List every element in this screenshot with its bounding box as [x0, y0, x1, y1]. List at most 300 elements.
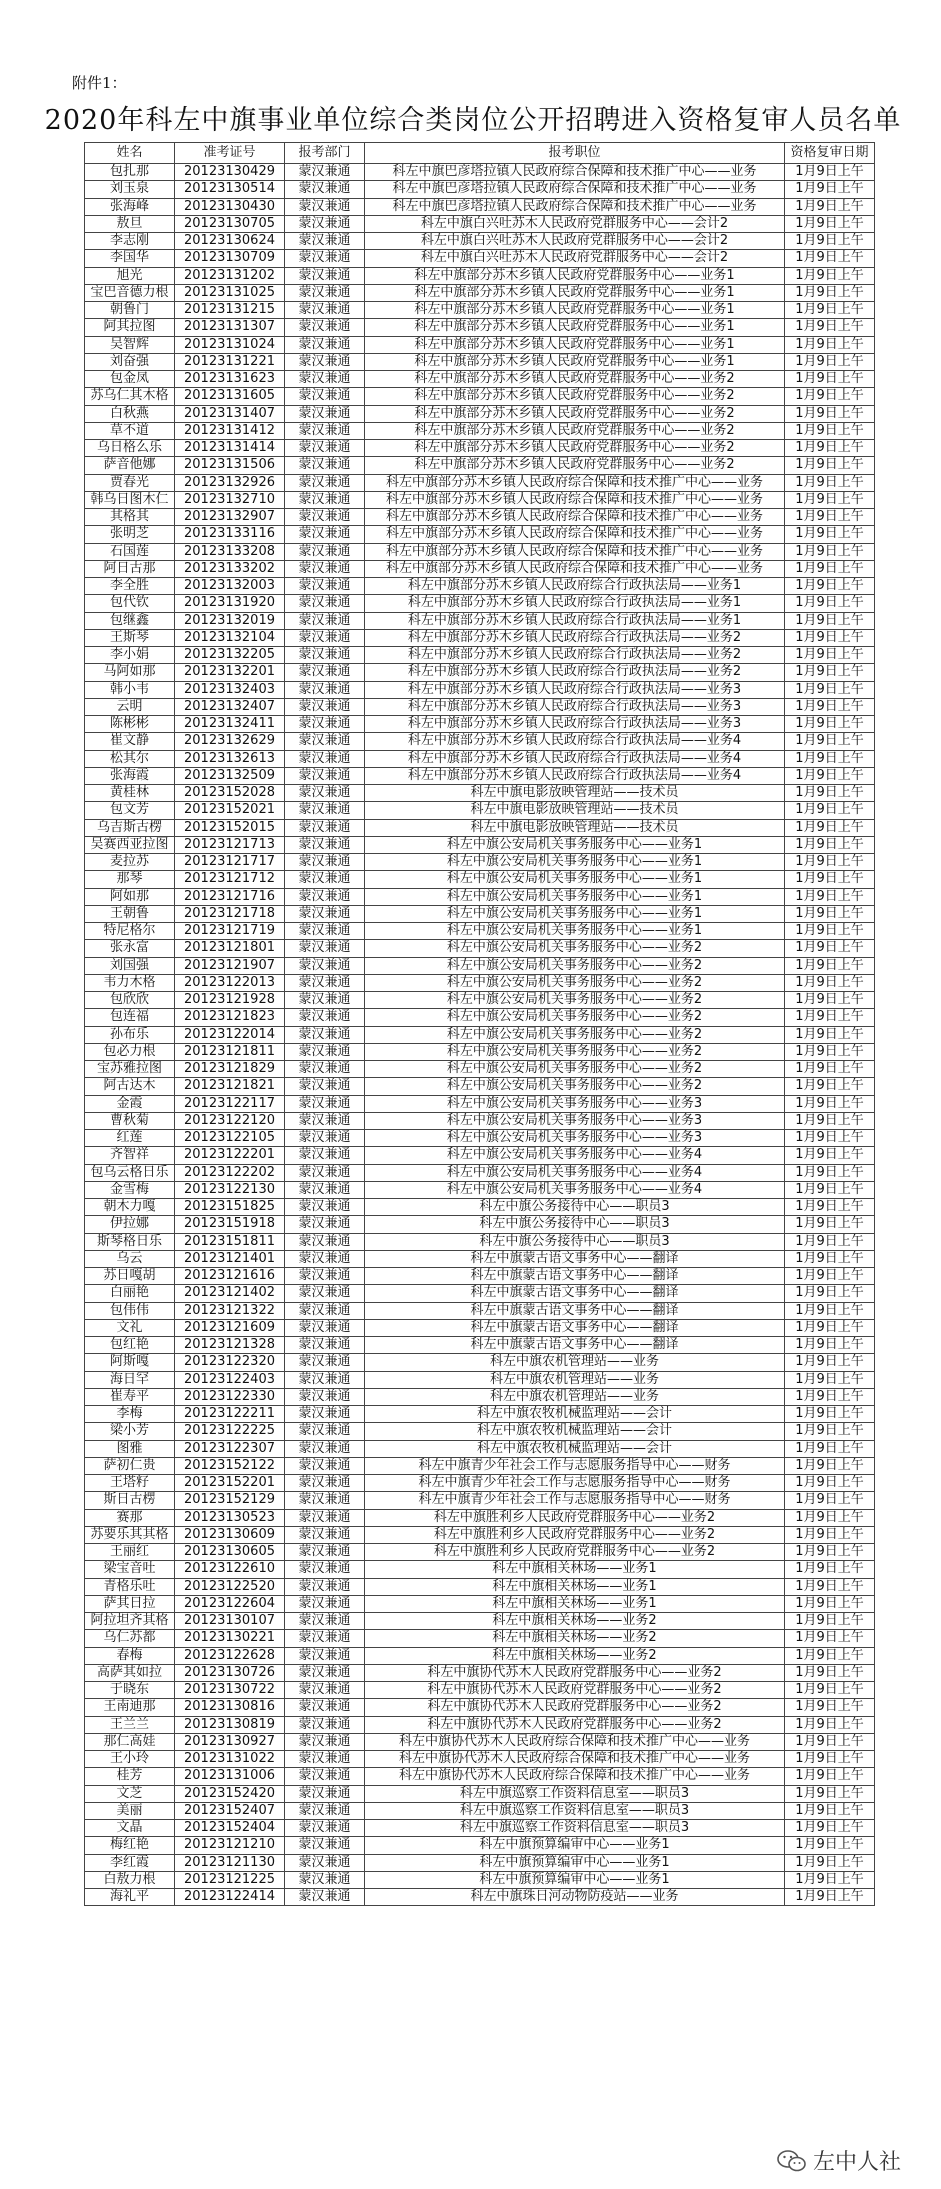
table-row: [85, 612, 875, 629]
cell-review-date: 1月9日上午: [785, 1492, 875, 1509]
cell-name: 苏日嘎胡: [85, 1268, 175, 1285]
cell-review-date: 1月9日上午: [785, 664, 875, 681]
cell-name: 春梅: [85, 1647, 175, 1664]
cell-name: 张明芝: [85, 526, 175, 543]
table-row: [85, 1664, 875, 1681]
table-row: [85, 164, 875, 181]
cell-name: 伊拉娜: [85, 1216, 175, 1233]
cell-review-date: 1月9日上午: [785, 1871, 875, 1888]
cell-position: 科左中旗公安局机关事务服务中心——业务3: [365, 1130, 785, 1147]
cell-position: 科左中旗预算编审中心——业务1: [365, 1871, 785, 1888]
cell-position: 科左中旗青少年社会工作与志愿服务指导中心——财务: [365, 1457, 785, 1474]
table-row: [85, 1130, 875, 1147]
cell-name: 包文芳: [85, 802, 175, 819]
cell-exam-id: 20123121821: [175, 1078, 285, 1095]
cell-position: 科左中旗部分苏木乡镇人民政府综合保障和技术推广中心——业务: [365, 474, 785, 491]
cell-department: 蒙汉兼通: [285, 1337, 365, 1354]
table-row: [85, 422, 875, 439]
cell-name: 李小娟: [85, 647, 175, 664]
cell-name: 王南迪那: [85, 1699, 175, 1716]
cell-review-date: 1月9日上午: [785, 1216, 875, 1233]
cell-review-date: 1月9日上午: [785, 612, 875, 629]
cell-exam-id: 20123132710: [175, 491, 285, 508]
cell-position: 科左中旗部分苏木乡镇人民政府党群服务中心——业务1: [365, 319, 785, 336]
cell-review-date: 1月9日上午: [785, 181, 875, 198]
cell-department: 蒙汉兼通: [285, 1475, 365, 1492]
table-row: [85, 1561, 875, 1578]
cell-exam-id: 20123121811: [175, 1043, 285, 1060]
cell-department: 蒙汉兼通: [285, 923, 365, 940]
cell-exam-id: 20123132201: [175, 664, 285, 681]
cell-position: 科左中旗公安局机关事务服务中心——业务3: [365, 1112, 785, 1129]
cell-review-date: 1月9日上午: [785, 1699, 875, 1716]
cell-department: 蒙汉兼通: [285, 1406, 365, 1423]
cell-review-date: 1月9日上午: [785, 491, 875, 508]
cell-department: 蒙汉兼通: [285, 474, 365, 491]
cell-review-date: 1月9日上午: [785, 888, 875, 905]
cell-exam-id: 20123122117: [175, 1095, 285, 1112]
cell-name: 朝鲁门: [85, 302, 175, 319]
cell-department: 蒙汉兼通: [285, 1423, 365, 1440]
table-row: [85, 1871, 875, 1888]
cell-name: 那琴: [85, 871, 175, 888]
cell-exam-id: 20123121210: [175, 1837, 285, 1854]
cell-review-date: 1月9日上午: [785, 1440, 875, 1457]
cell-position: 科左中旗部分苏木乡镇人民政府综合保障和技术推广中心——业务: [365, 491, 785, 508]
cell-department: 蒙汉兼通: [285, 1130, 365, 1147]
cell-position: 科左中旗部分苏木乡镇人民政府党群服务中心——业务2: [365, 457, 785, 474]
cell-exam-id: 20123121322: [175, 1302, 285, 1319]
cell-department: 蒙汉兼通: [285, 578, 365, 595]
cell-review-date: 1月9日上午: [785, 1319, 875, 1336]
cell-exam-id: 20123122014: [175, 1026, 285, 1043]
cell-review-date: 1月9日上午: [785, 1475, 875, 1492]
cell-position: 科左中旗部分苏木乡镇人民政府党群服务中心——业务2: [365, 405, 785, 422]
cell-review-date: 1月9日上午: [785, 1285, 875, 1302]
cell-department: 蒙汉兼通: [285, 1095, 365, 1112]
column-header-review-date: 资格复审日期: [785, 143, 875, 164]
cell-review-date: 1月9日上午: [785, 785, 875, 802]
cell-review-date: 1月9日上午: [785, 474, 875, 491]
cell-exam-id: 20123131412: [175, 422, 285, 439]
cell-name: 海日罕: [85, 1371, 175, 1388]
table-row: [85, 1785, 875, 1802]
cell-position: 科左中旗巴彦塔拉镇人民政府综合保障和技术推广中心——业务: [365, 181, 785, 198]
cell-exam-id: 20123132407: [175, 698, 285, 715]
cell-position: 科左中旗电影放映管理站——技术员: [365, 819, 785, 836]
cell-position: 科左中旗部分苏木乡镇人民政府综合行政执法局——业务3: [365, 716, 785, 733]
cell-review-date: 1月9日上午: [785, 371, 875, 388]
cell-department: 蒙汉兼通: [285, 854, 365, 871]
cell-exam-id: 20123131202: [175, 267, 285, 284]
cell-position: 科左中旗部分苏木乡镇人民政府综合保障和技术推广中心——业务: [365, 509, 785, 526]
table-row: [85, 1768, 875, 1785]
cell-exam-id: 20123130430: [175, 198, 285, 215]
table-row: [85, 1647, 875, 1664]
cell-department: 蒙汉兼通: [285, 1319, 365, 1336]
cell-review-date: 1月9日上午: [785, 802, 875, 819]
cell-department: 蒙汉兼通: [285, 992, 365, 1009]
cell-exam-id: 20123133208: [175, 543, 285, 560]
cell-position: 科左中旗胜利乡人民政府党群服务中心——业务2: [365, 1544, 785, 1561]
cell-department: 蒙汉兼通: [285, 1371, 365, 1388]
candidate-table: [84, 142, 875, 1906]
cell-exam-id: 20123131006: [175, 1768, 285, 1785]
cell-position: 科左中旗部分苏木乡镇人民政府党群服务中心——业务1: [365, 353, 785, 370]
cell-department: 蒙汉兼通: [285, 1578, 365, 1595]
cell-position: 科左中旗预算编审中心——业务1: [365, 1854, 785, 1871]
table-row: [85, 1095, 875, 1112]
cell-name: 麦拉苏: [85, 854, 175, 871]
cell-name: 包欣欣: [85, 992, 175, 1009]
table-row: [85, 1802, 875, 1819]
cell-position: 科左中旗部分苏木乡镇人民政府党群服务中心——业务1: [365, 284, 785, 301]
cell-exam-id: 20123131605: [175, 388, 285, 405]
cell-exam-id: 20123152021: [175, 802, 285, 819]
cell-position: 科左中旗公安局机关事务服务中心——业务1: [365, 905, 785, 922]
cell-name: 红莲: [85, 1130, 175, 1147]
cell-name: 金霞: [85, 1095, 175, 1112]
cell-position: 科左中旗相关林场——业务1: [365, 1561, 785, 1578]
cell-department: 蒙汉兼通: [285, 1871, 365, 1888]
cell-position: 科左中旗公安局机关事务服务中心——业务2: [365, 1009, 785, 1026]
cell-department: 蒙汉兼通: [285, 836, 365, 853]
cell-name: 李志刚: [85, 233, 175, 250]
cell-name: 黄桂林: [85, 785, 175, 802]
cell-name: 包伟伟: [85, 1302, 175, 1319]
cell-department: 蒙汉兼通: [285, 905, 365, 922]
cell-exam-id: 20123151918: [175, 1216, 285, 1233]
cell-position: 科左中旗公安局机关事务服务中心——业务2: [365, 1078, 785, 1095]
cell-position: 科左中旗部分苏木乡镇人民政府综合行政执法局——业务3: [365, 698, 785, 715]
cell-exam-id: 20123152122: [175, 1457, 285, 1474]
cell-exam-id: 20123122520: [175, 1578, 285, 1595]
cell-department: 蒙汉兼通: [285, 1457, 365, 1474]
cell-department: 蒙汉兼通: [285, 1233, 365, 1250]
cell-review-date: 1月9日上午: [785, 1354, 875, 1371]
cell-name: 朝木力嘎: [85, 1199, 175, 1216]
cell-review-date: 1月9日上午: [785, 957, 875, 974]
cell-department: 蒙汉兼通: [285, 1544, 365, 1561]
table-row: [85, 698, 875, 715]
cell-name: 崔文静: [85, 733, 175, 750]
cell-position: 科左中旗电影放映管理站——技术员: [365, 802, 785, 819]
cell-exam-id: 20123122320: [175, 1354, 285, 1371]
table-row: [85, 440, 875, 457]
cell-position: 科左中旗蒙古语文事务中心——翻译: [365, 1319, 785, 1336]
table-row: [85, 1078, 875, 1095]
cell-position: 科左中旗协代苏木人民政府党群服务中心——业务2: [365, 1664, 785, 1681]
cell-review-date: 1月9日上午: [785, 647, 875, 664]
cell-name: 包继鑫: [85, 612, 175, 629]
cell-department: 蒙汉兼通: [285, 284, 365, 301]
cell-review-date: 1月9日上午: [785, 1147, 875, 1164]
cell-position: 科左中旗公务接待中心——职员3: [365, 1199, 785, 1216]
table-row: [85, 1457, 875, 1474]
cell-department: 蒙汉兼通: [285, 888, 365, 905]
cell-department: 蒙汉兼通: [285, 1647, 365, 1664]
cell-review-date: 1月9日上午: [785, 422, 875, 439]
cell-department: 蒙汉兼通: [285, 250, 365, 267]
cell-position: 科左中旗协代苏木人民政府综合保障和技术推广中心——业务: [365, 1733, 785, 1750]
cell-review-date: 1月9日上午: [785, 1595, 875, 1612]
cell-exam-id: 20123121225: [175, 1871, 285, 1888]
cell-review-date: 1月9日上午: [785, 1371, 875, 1388]
cell-department: 蒙汉兼通: [285, 1699, 365, 1716]
cell-exam-id: 20123121402: [175, 1285, 285, 1302]
wechat-icon: [777, 2149, 807, 2173]
cell-position: 科左中旗农机管理站——业务: [365, 1388, 785, 1405]
cell-exam-id: 20123122211: [175, 1406, 285, 1423]
cell-review-date: 1月9日上午: [785, 1820, 875, 1837]
cell-name: 包金凤: [85, 371, 175, 388]
cell-department: 蒙汉兼通: [285, 560, 365, 577]
table-row: [85, 1578, 875, 1595]
cell-exam-id: 20123121907: [175, 957, 285, 974]
cell-position: 科左中旗部分苏木乡镇人民政府综合行政执法局——业务4: [365, 767, 785, 784]
cell-name: 斯琴格日乐: [85, 1233, 175, 1250]
cell-review-date: 1月9日上午: [785, 1112, 875, 1129]
cell-name: 金雪梅: [85, 1181, 175, 1198]
header-row: [85, 143, 875, 164]
table-row: [85, 1043, 875, 1060]
table-row: [85, 198, 875, 215]
cell-review-date: 1月9日上午: [785, 905, 875, 922]
cell-review-date: 1月9日上午: [785, 1302, 875, 1319]
table-row: [85, 664, 875, 681]
cell-exam-id: 20123130605: [175, 1544, 285, 1561]
cell-exam-id: 20123130705: [175, 215, 285, 232]
cell-department: 蒙汉兼通: [285, 802, 365, 819]
cell-review-date: 1月9日上午: [785, 440, 875, 457]
cell-name: 王兰兰: [85, 1716, 175, 1733]
cell-position: 科左中旗部分苏木乡镇人民政府综合行政执法局——业务1: [365, 612, 785, 629]
cell-name: 梁小芳: [85, 1423, 175, 1440]
cell-name: 包代钦: [85, 595, 175, 612]
table-row: [85, 1250, 875, 1267]
cell-review-date: 1月9日上午: [785, 336, 875, 353]
cell-review-date: 1月9日上午: [785, 1043, 875, 1060]
cell-department: 蒙汉兼通: [285, 681, 365, 698]
cell-name: 白敖力根: [85, 1871, 175, 1888]
cell-exam-id: 20123131022: [175, 1751, 285, 1768]
cell-name: 松其尔: [85, 750, 175, 767]
table-row: [85, 681, 875, 698]
cell-review-date: 1月9日上午: [785, 405, 875, 422]
cell-name: 赛那: [85, 1509, 175, 1526]
cell-exam-id: 20123130429: [175, 164, 285, 181]
table-row: [85, 974, 875, 991]
cell-exam-id: 20123132019: [175, 612, 285, 629]
cell-department: 蒙汉兼通: [285, 1250, 365, 1267]
cell-position: 科左中旗公安局机关事务服务中心——业务1: [365, 923, 785, 940]
cell-name: 梁宝音吐: [85, 1561, 175, 1578]
cell-exam-id: 20123121616: [175, 1268, 285, 1285]
cell-department: 蒙汉兼通: [285, 767, 365, 784]
cell-position: 科左中旗公安局机关事务服务中心——业务1: [365, 888, 785, 905]
cell-name: 李全胜: [85, 578, 175, 595]
cell-name: 韩小韦: [85, 681, 175, 698]
cell-review-date: 1月9日上午: [785, 1630, 875, 1647]
cell-exam-id: 20123122225: [175, 1423, 285, 1440]
cell-exam-id: 20123151825: [175, 1199, 285, 1216]
cell-department: 蒙汉兼通: [285, 1837, 365, 1854]
cell-position: 科左中旗白兴吐苏木人民政府党群服务中心——会计2: [365, 250, 785, 267]
table-body: [85, 164, 875, 1906]
table-row: [85, 785, 875, 802]
attachment-label: 附件1：: [72, 74, 127, 92]
cell-name: 萨初仁贵: [85, 1457, 175, 1474]
cell-position: 科左中旗胜利乡人民政府党群服务中心——业务2: [365, 1526, 785, 1543]
cell-position: 科左中旗部分苏木乡镇人民政府综合保障和技术推广中心——业务: [365, 543, 785, 560]
cell-review-date: 1月9日上午: [785, 1578, 875, 1595]
cell-name: 于晓东: [85, 1682, 175, 1699]
cell-name: 包连福: [85, 1009, 175, 1026]
watermark-text: 左中人社: [812, 2150, 901, 2175]
table-row: [85, 233, 875, 250]
table-row: [85, 1423, 875, 1440]
cell-position: 科左中旗公安局机关事务服务中心——业务4: [365, 1164, 785, 1181]
cell-position: 科左中旗公安局机关事务服务中心——业务1: [365, 836, 785, 853]
cell-exam-id: 20123121716: [175, 888, 285, 905]
column-header-position: 报考职位: [365, 143, 785, 164]
cell-exam-id: 20123122307: [175, 1440, 285, 1457]
cell-exam-id: 20123122604: [175, 1595, 285, 1612]
cell-name: 萨音他娜: [85, 457, 175, 474]
cell-review-date: 1月9日上午: [785, 1716, 875, 1733]
cell-review-date: 1月9日上午: [785, 1009, 875, 1026]
table-row: [85, 543, 875, 560]
cell-position: 科左中旗公务接待中心——职员3: [365, 1233, 785, 1250]
cell-position: 科左中旗部分苏木乡镇人民政府党群服务中心——业务2: [365, 422, 785, 439]
table-row: [85, 905, 875, 922]
cell-position: 科左中旗公安局机关事务服务中心——业务4: [365, 1147, 785, 1164]
cell-position: 科左中旗公安局机关事务服务中心——业务2: [365, 992, 785, 1009]
cell-review-date: 1月9日上午: [785, 1406, 875, 1423]
cell-department: 蒙汉兼通: [285, 319, 365, 336]
cell-position: 科左中旗公安局机关事务服务中心——业务3: [365, 1095, 785, 1112]
cell-review-date: 1月9日上午: [785, 1078, 875, 1095]
table-row: [85, 1837, 875, 1854]
table-row: [85, 1112, 875, 1129]
table-row: [85, 1613, 875, 1630]
table-row: [85, 733, 875, 750]
cell-department: 蒙汉兼通: [285, 1285, 365, 1302]
cell-position: 科左中旗协代苏木人民政府综合保障和技术推广中心——业务: [365, 1751, 785, 1768]
cell-name: 乌日格么乐: [85, 440, 175, 457]
cell-review-date: 1月9日上午: [785, 1233, 875, 1250]
table-row: [85, 647, 875, 664]
table-row: [85, 526, 875, 543]
cell-department: 蒙汉兼通: [285, 1112, 365, 1129]
cell-exam-id: 20123130709: [175, 250, 285, 267]
column-header-department: 报考部门: [285, 143, 365, 164]
cell-review-date: 1月9日上午: [785, 1802, 875, 1819]
cell-review-date: 1月9日上午: [785, 871, 875, 888]
cell-name: 白丽艳: [85, 1285, 175, 1302]
cell-review-date: 1月9日上午: [785, 543, 875, 560]
cell-exam-id: 20123121713: [175, 836, 285, 853]
table-row: [85, 750, 875, 767]
cell-review-date: 1月9日上午: [785, 1889, 875, 1906]
cell-review-date: 1月9日上午: [785, 750, 875, 767]
cell-exam-id: 20123122628: [175, 1647, 285, 1664]
cell-department: 蒙汉兼通: [285, 1043, 365, 1060]
cell-position: 科左中旗白兴吐苏木人民政府党群服务中心——会计2: [365, 215, 785, 232]
cell-department: 蒙汉兼通: [285, 371, 365, 388]
cell-name: 马阿如那: [85, 664, 175, 681]
cell-review-date: 1月9日上午: [785, 1337, 875, 1354]
table-row: [85, 957, 875, 974]
table-row: [85, 302, 875, 319]
cell-name: 乌吉斯古楞: [85, 819, 175, 836]
table-row: [85, 1475, 875, 1492]
cell-position: 科左中旗预算编审中心——业务1: [365, 1837, 785, 1854]
cell-exam-id: 20123131407: [175, 405, 285, 422]
cell-review-date: 1月9日上午: [785, 629, 875, 646]
cell-department: 蒙汉兼通: [285, 698, 365, 715]
cell-review-date: 1月9日上午: [785, 595, 875, 612]
cell-department: 蒙汉兼通: [285, 526, 365, 543]
table-row: [85, 1820, 875, 1837]
table-row: [85, 1751, 875, 1768]
cell-name: 李国华: [85, 250, 175, 267]
table-row: [85, 1406, 875, 1423]
cell-position: 科左中旗部分苏木乡镇人民政府党群服务中心——业务2: [365, 440, 785, 457]
table-row: [85, 1285, 875, 1302]
cell-review-date: 1月9日上午: [785, 992, 875, 1009]
cell-position: 科左中旗部分苏木乡镇人民政府党群服务中心——业务2: [365, 388, 785, 405]
cell-name: 乌云: [85, 1250, 175, 1267]
cell-position: 科左中旗蒙古语文事务中心——翻译: [365, 1250, 785, 1267]
cell-review-date: 1月9日上午: [785, 353, 875, 370]
watermark: [777, 2145, 901, 2176]
table-row: [85, 319, 875, 336]
cell-review-date: 1月9日上午: [785, 1733, 875, 1750]
cell-department: 蒙汉兼通: [285, 181, 365, 198]
cell-review-date: 1月9日上午: [785, 1526, 875, 1543]
cell-name: 图雅: [85, 1440, 175, 1457]
table-row: [85, 1164, 875, 1181]
cell-department: 蒙汉兼通: [285, 1613, 365, 1630]
table-header: [85, 143, 875, 164]
cell-department: 蒙汉兼通: [285, 1733, 365, 1750]
cell-department: 蒙汉兼通: [285, 629, 365, 646]
cell-name: 包红艳: [85, 1337, 175, 1354]
cell-name: 李梅: [85, 1406, 175, 1423]
cell-exam-id: 20123122202: [175, 1164, 285, 1181]
column-header-exam-id: 准考证号: [175, 143, 285, 164]
cell-name: 王朝鲁: [85, 905, 175, 922]
cell-name: 吴赛西亚拉图: [85, 836, 175, 853]
cell-name: 美丽: [85, 1802, 175, 1819]
cell-department: 蒙汉兼通: [285, 1630, 365, 1647]
cell-name: 桂芳: [85, 1768, 175, 1785]
table-row: [85, 1147, 875, 1164]
cell-department: 蒙汉兼通: [285, 1388, 365, 1405]
cell-review-date: 1月9日上午: [785, 1544, 875, 1561]
cell-department: 蒙汉兼通: [285, 1595, 365, 1612]
cell-position: 科左中旗农牧机械监理站——会计: [365, 1440, 785, 1457]
cell-department: 蒙汉兼通: [285, 1268, 365, 1285]
table-row: [85, 716, 875, 733]
cell-department: 蒙汉兼通: [285, 647, 365, 664]
cell-position: 科左中旗白兴吐苏木人民政府党群服务中心——会计2: [365, 233, 785, 250]
column-header-name: 姓名: [85, 143, 175, 164]
cell-review-date: 1月9日上午: [785, 302, 875, 319]
cell-name: 阿古达木: [85, 1078, 175, 1095]
table-row: [85, 1526, 875, 1543]
